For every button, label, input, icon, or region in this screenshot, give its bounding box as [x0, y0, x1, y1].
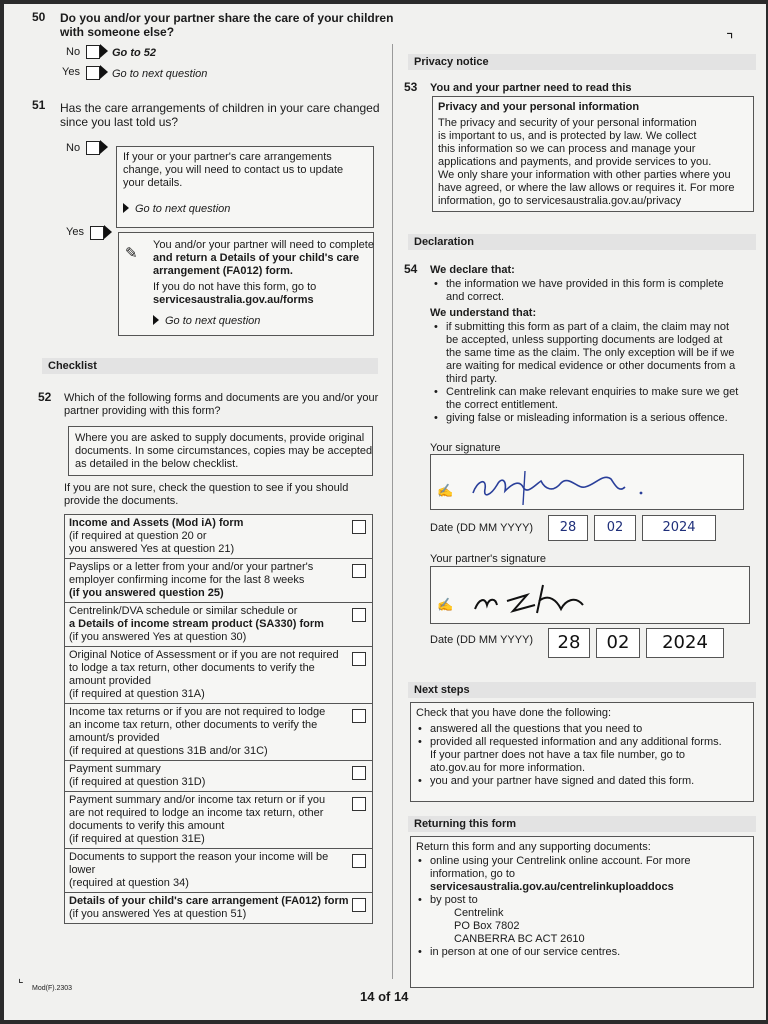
privacy-box: [432, 96, 754, 212]
checklist-row-line: Payment summary: [69, 763, 161, 775]
next-step-line: ato.gov.au for more information.: [430, 762, 586, 774]
checklist-row-line: to lodge a tax return, other documents to verify the: [69, 662, 315, 674]
next-step-item: [416, 736, 722, 775]
checklist-row: [65, 603, 372, 647]
checklist-unsure-line-1: If you are not sure, check the question to see if you should: [64, 482, 349, 494]
your-date-label: Date (DD MM YYYY): [430, 522, 534, 534]
checklist-row-line: lower: [69, 864, 96, 876]
we-understand-label: We understand that:: [430, 307, 537, 319]
checklist-row-line: (if you answered question 25): [69, 587, 224, 599]
privacy-box-line: We only share your information with other parties where you: [438, 169, 731, 181]
privacy-box-line: applications and payments, and provide services to you.: [438, 156, 712, 168]
q51-yes-label: Yes: [66, 226, 84, 238]
page-number: 14 of 14: [360, 989, 409, 1004]
partner-date-label: Date (DD MM YYYY): [430, 634, 534, 646]
q50-no-checkbox[interactable]: [86, 45, 100, 59]
question-54-number: 54: [404, 262, 418, 276]
next-step-line: • you and your partner have signed and dated this form.: [430, 775, 695, 787]
understand-list: [432, 321, 738, 425]
understand-item-line: third party.: [446, 373, 498, 385]
checklist-row: [65, 704, 372, 761]
checklist-row-checkbox[interactable]: [352, 797, 366, 811]
question-53-number: 53: [404, 80, 418, 94]
checklist-row-line: Centrelink/DVA schedule or similar schedule or: [69, 605, 298, 617]
q51-no-info-box: [116, 146, 374, 228]
checklist-row: [65, 761, 372, 792]
q51-yes-box-line-4: If you do not have this form, go to: [153, 281, 317, 293]
corner-mark-icon: ⌝: [726, 32, 734, 49]
question-50-number: 50: [32, 10, 46, 24]
checklist-unsure-line-2: provide the documents.: [64, 495, 179, 507]
q51-no-box-action: [123, 203, 230, 216]
checklist-row-line: (if you answered Yes at question 30): [69, 631, 247, 643]
partner-signature-image: [465, 571, 665, 621]
next-steps-heading: Next steps: [408, 682, 756, 698]
checklist-row-checkbox[interactable]: [352, 520, 366, 534]
checklist-row: [65, 515, 372, 559]
partner-date-year[interactable]: 2024: [646, 628, 724, 658]
returning-item: [416, 855, 690, 894]
q51-no-box-line-3: your details.: [123, 177, 183, 189]
q51-yes-box-line-3: arrangement (FA012) form.: [153, 265, 293, 277]
q50-yes-checkbox[interactable]: [86, 66, 100, 80]
checklist-row-line: Income and Assets (Mod iA) form: [69, 517, 244, 529]
q51-no-box-line-2: change, you will need to contact us to update: [123, 164, 344, 176]
your-date-month[interactable]: 02: [594, 515, 636, 541]
checklist-row-checkbox[interactable]: [352, 709, 366, 723]
q50-yes-label: Yes: [62, 66, 80, 78]
checklist-note-box: [68, 426, 373, 476]
privacy-heading: Privacy notice: [408, 54, 756, 70]
checklist-row: [65, 849, 372, 893]
checklist-row: [65, 792, 372, 849]
arrow-right-icon: [123, 203, 129, 213]
we-declare-label: We declare that:: [430, 264, 515, 276]
privacy-box-line: this information so we can process and manage your: [438, 143, 696, 155]
checklist-row-checkbox[interactable]: [352, 898, 366, 912]
partner-signature-label: Your partner's signature: [430, 553, 547, 565]
declaration-heading: Declaration: [408, 234, 756, 250]
checklist-row-line: (if required at questions 31B and/or 31C): [69, 745, 268, 757]
declare-item-line: and correct.: [446, 291, 505, 303]
declare-list: [432, 278, 724, 304]
pen-icon: ✍: [437, 597, 454, 612]
privacy-box-line: information, go to servicesaustralia.gov.au/privacy: [438, 195, 682, 207]
declare-item: [432, 278, 724, 304]
question-51-line-1: Has the care arrangements of children in your care changed: [60, 101, 380, 115]
checklist-row-checkbox[interactable]: [352, 564, 366, 578]
checklist-row-line: Payment summary and/or income tax return or if you: [69, 794, 326, 806]
checklist-row-checkbox[interactable]: [352, 854, 366, 868]
checklist-heading: Checklist: [42, 358, 378, 374]
checklist-row-line: (required at question 34): [69, 877, 189, 889]
checklist-row: [65, 893, 372, 924]
q51-no-box-action-text: Go to next question: [135, 203, 231, 215]
next-step-line: If your partner does not have a tax file number, go to: [430, 749, 685, 761]
corner-mark-icon: ⌞: [18, 971, 24, 985]
checklist-row-line: Documents to support the reason your income will be: [69, 851, 329, 863]
understand-item-line: • Centrelink can make relevant enquiries to make sure we get: [446, 386, 739, 398]
question-51-line-2: since you last told us?: [60, 115, 179, 129]
understand-item-line: be accepted, unless supporting documents are lodged at: [446, 334, 723, 346]
checklist-row-line: (if you answered Yes at question 51): [69, 908, 247, 920]
privacy-box-line: The privacy and security of your personal information: [438, 117, 697, 129]
checklist-row-line: (if required at question 31A): [69, 688, 205, 700]
checklist-row-line: Original Notice of Assessment or if you are not required: [69, 649, 339, 661]
checklist-row-checkbox[interactable]: [352, 652, 366, 666]
checklist-row-line: documents to verify this amount: [69, 820, 225, 832]
returning-line: CANBERRA BC ACT 2610: [454, 933, 585, 945]
understand-item-line: • giving false or misleading information is a serious offence.: [446, 412, 728, 424]
arrow-right-icon: [100, 140, 108, 154]
returning-line: PO Box 7802: [454, 920, 520, 932]
understand-item: [432, 321, 738, 386]
returning-line: • in person at one of our service centres.: [430, 946, 621, 958]
q51-no-checkbox[interactable]: [86, 141, 100, 155]
checklist-note-line-2: documents. In some circumstances, copies may be accepted: [75, 445, 373, 457]
next-step-line: • provided all requested information and any additional forms.: [430, 736, 722, 748]
next-step-item: [416, 723, 722, 736]
returning-heading: Returning this form: [408, 816, 756, 832]
form-page: [4, 4, 766, 1020]
question-52-line-2: partner providing with this form?: [64, 405, 221, 417]
pen-icon: ✍: [437, 483, 454, 498]
question-50-line-1: Do you and/or your partner share the care of your children: [60, 11, 394, 25]
checklist-row: [65, 559, 372, 603]
checklist-row-line: an income tax return, other documents to verify the: [69, 719, 318, 731]
understand-item: [432, 386, 738, 412]
checklist-row-line: a Details of income stream product (SA330) form: [69, 618, 324, 630]
your-date-day[interactable]: 28: [548, 515, 588, 541]
your-signature-image: [465, 459, 665, 509]
checklist-note-line-1: Where you are asked to supply documents, provide original: [75, 432, 365, 444]
understand-item-line: • if submitting this form as part of a claim, the claim may not: [446, 321, 730, 333]
checklist-note-line-3: as detailed in the below checklist.: [75, 458, 239, 470]
next-steps-list: [416, 723, 722, 788]
q51-no-label: No: [66, 142, 81, 154]
checklist-row-checkbox[interactable]: [352, 608, 366, 622]
understand-item-line: the correct entitlement.: [446, 399, 558, 411]
arrow-right-icon: [104, 225, 112, 239]
checklist-row-line: amount/s provided: [69, 732, 160, 744]
checklist-row-line: Details of your child's care arrangement (FA012) form: [69, 895, 349, 907]
q51-yes-box-line-1: You and/or your partner will need to complete: [153, 239, 374, 251]
privacy-box-line: have agreed, or where the law allows or requires it. For more: [438, 182, 735, 194]
checklist-row-line: amount provided: [69, 675, 151, 687]
column-divider: [392, 44, 393, 979]
partner-date-day[interactable]: 28: [548, 628, 590, 658]
checklist-row-line: you answered Yes at question 21): [69, 543, 235, 555]
your-date-year[interactable]: 2024: [642, 515, 716, 541]
returning-item: [416, 894, 690, 946]
returning-line: • by post to: [430, 894, 478, 906]
q51-yes-info-box: [118, 232, 374, 336]
next-steps-intro: Check that you have done the following:: [416, 707, 612, 719]
arrow-right-icon: [153, 315, 159, 325]
q50-no-action: Go to 52: [112, 47, 157, 59]
understand-item-line: the same time as the claim. The only exception will be if we: [446, 347, 735, 359]
returning-link[interactable]: servicesaustralia.gov.au/centrelinkuploaddocs: [430, 881, 674, 893]
your-signature-box[interactable]: [430, 454, 744, 510]
returning-line: • online using your Centrelink online account. For more: [430, 855, 691, 867]
arrow-right-icon: [100, 65, 108, 79]
returning-box: [410, 836, 754, 988]
q51-yes-checkbox[interactable]: [90, 226, 104, 240]
privacy-box-title: Privacy and your personal information: [438, 101, 640, 113]
checklist-row-line: (if required at question 20 or: [69, 530, 207, 542]
question-50-line-2: with someone else?: [60, 25, 175, 39]
q51-yes-box-action: [153, 315, 260, 328]
partner-signature-box[interactable]: [430, 566, 750, 624]
question-52-number: 52: [38, 390, 52, 404]
question-51-number: 51: [32, 98, 46, 112]
returning-item: [416, 946, 690, 959]
arrow-right-icon: [100, 44, 108, 58]
next-steps-box: [410, 702, 754, 802]
q51-yes-box-line-5: servicesaustralia.gov.au/forms: [153, 294, 314, 306]
returning-line: Centrelink: [454, 907, 504, 919]
understand-item: [432, 412, 738, 425]
form-code: Mod(F).2303: [32, 985, 73, 992]
returning-list: [416, 855, 690, 959]
checklist-row-line: Payslips or a letter from your and/or your partner's: [69, 561, 314, 573]
your-signature-label: Your signature: [430, 442, 501, 454]
q50-no-label: No: [66, 46, 81, 58]
next-step-line: • answered all the questions that you need to: [430, 723, 643, 735]
privacy-box-line: is important to us, and is protected by law. We collect: [438, 130, 697, 142]
checklist-row-line: are not required to lodge an income tax return, other: [69, 807, 324, 819]
question-52-line-1: Which of the following forms and documents are you and/or your: [64, 392, 379, 404]
checklist-row-line: Income tax returns or if you are not required to lodge: [69, 706, 326, 718]
partner-date-month[interactable]: 02: [596, 628, 640, 658]
understand-item-line: are waiting for medical evidence or other documents from a: [446, 360, 736, 372]
checklist-row-checkbox[interactable]: [352, 766, 366, 780]
next-step-item: [416, 775, 722, 788]
checklist-row-line: (if required at question 31E): [69, 833, 205, 845]
checklist-row-line: employer confirming income for the last 8 weeks: [69, 574, 305, 586]
q51-yes-box-line-2: and return a Details of your child's care: [153, 252, 360, 264]
question-53-text: You and your partner need to read this: [430, 82, 632, 94]
returning-line: information, go to: [430, 868, 515, 880]
declare-item-line: • the information we have provided in this form is complete: [446, 278, 724, 290]
returning-intro: Return this form and any supporting documents:: [416, 841, 651, 853]
q51-no-box-line-1: If your or your partner's care arrangements: [123, 151, 332, 163]
q50-yes-action: Go to next question: [112, 68, 208, 80]
checklist-row-line: (if required at question 31D): [69, 776, 206, 788]
q51-yes-box-action-text: Go to next question: [165, 315, 261, 327]
checklist-table: [64, 514, 373, 924]
checklist-row: [65, 647, 372, 704]
pen-icon: ✎: [125, 245, 138, 262]
